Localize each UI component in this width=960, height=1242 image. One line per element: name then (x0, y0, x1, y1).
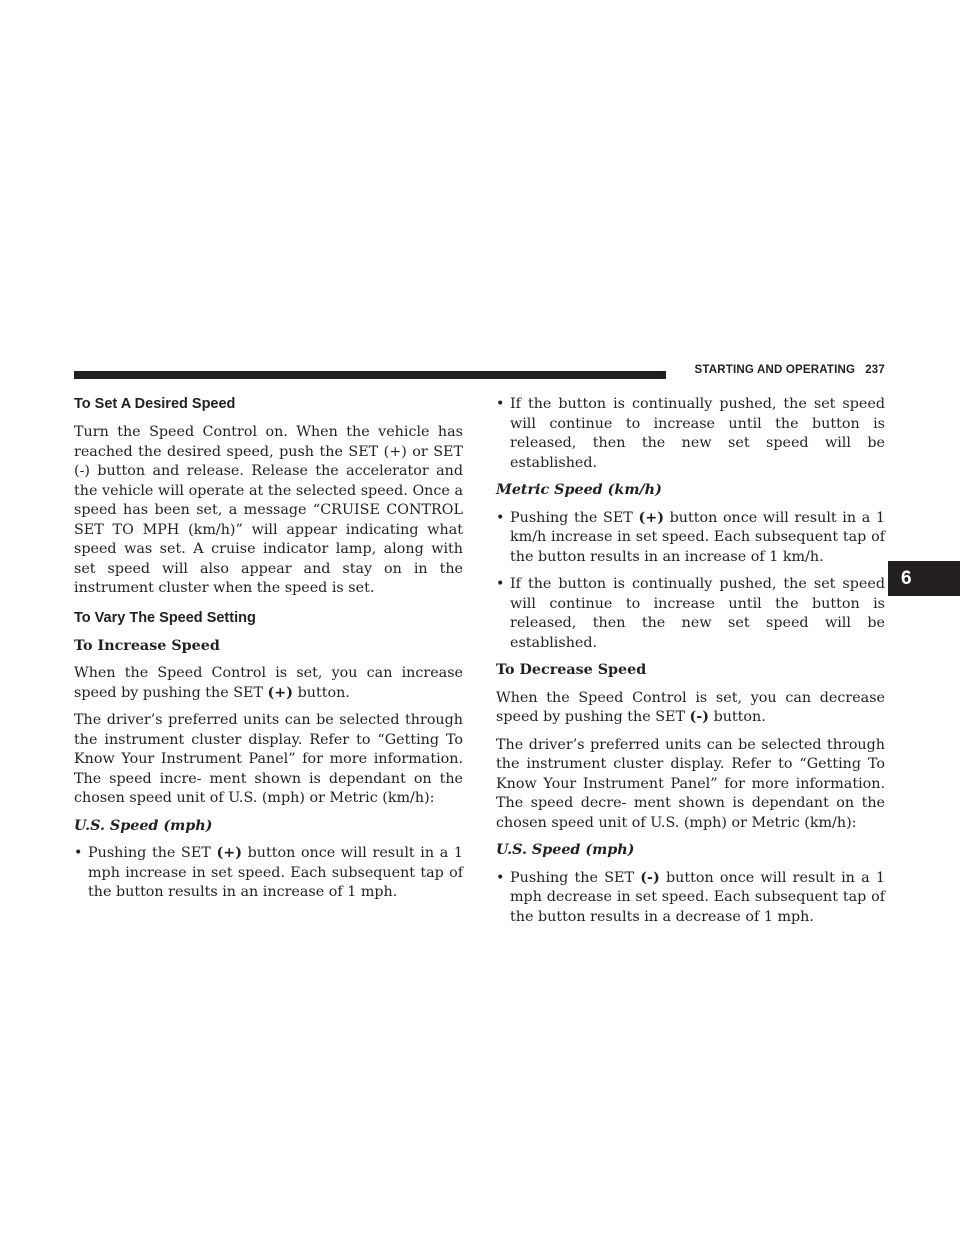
left-column (74, 395, 463, 911)
heading-increase-speed: To Increase Speed (74, 637, 220, 654)
right-column (496, 395, 885, 935)
paragraph-preferred-units: The driver’s preferred units can be selected through the instrument cluster display. Refer to “Getting To Know Your Instrument Panel” for more information. The speed incre- ment shown is dependant on the chosen speed unit of U.S. (mph) or Metric (km/h): (74, 712, 463, 806)
heading-decrease-speed: To Decrease Speed (496, 662, 647, 678)
heading-set-desired-speed: To Set A Desired Speed (74, 396, 236, 412)
bullet-list-us-decrease (496, 869, 885, 928)
list-item: • Pushing the SET (-) button once will result in a 1 mph decrease in set speed. Each subsequent tap of the button results in a decrease of 1 mph. (496, 869, 885, 928)
bullet-list-metric (496, 509, 885, 654)
list-item: • If the button is continually pushed, the set speed will continue to increase until the button is released, then the new set speed will be established. (496, 575, 885, 653)
list-item: • If the button is continually pushed, the set speed will continue to increase until the button is released, then the new set speed will be established. (496, 395, 885, 473)
paragraph-decrease-speed: When the Speed Control is set, you can decrease speed by pushing the SET (-) button. (496, 689, 885, 725)
running-header (694, 364, 885, 376)
section-title: STARTING AND OPERATING (694, 364, 856, 376)
paragraph-increase-speed: When the Speed Control is set, you can increase speed by pushing the SET (+) button. (74, 665, 463, 701)
heading-vary-speed: To Vary The Speed Setting (74, 609, 256, 626)
paragraph-preferred-units: The driver’s preferred units can be selected through the instrument cluster display. Refer to “Getting To Know Your Instrument Panel” for more information. The speed decre- ment shown is dependant on the chosen speed unit of U.S. (mph) or Metric (km/h): (496, 736, 885, 831)
chapter-tab[interactable]: 6 (888, 561, 960, 596)
header-rule (74, 371, 666, 379)
heading-us-speed: U.S. Speed (mph) (74, 817, 213, 834)
bullet-list-us-continued (496, 395, 885, 473)
list-item: • Pushing the SET (+) button once will result in a 1 km/h increase in set speed. Each subsequent tap of the button results in an increase of 1 km/h. (496, 509, 885, 568)
heading-metric-speed: Metric Speed (km/h) (496, 482, 662, 498)
heading-us-speed: U.S. Speed (mph) (496, 842, 635, 858)
page-number: 237 (865, 364, 885, 376)
paragraph-set-speed: Turn the Speed Control on. When the vehicle has reached the desired speed, push the SET (+) or SET (-) button and release. Release the accelerator and the vehicle will operate at the selected speed. Once a speed has been set, a message “CRUISE CONTROL SET TO MPH (km/h)” will appear indicating what speed was set. A cruise indicator lamp, along with set speed will also appear and stay on in the instrument cluster when the speed is set. (74, 424, 463, 596)
list-item: • Pushing the SET (+) button once will result in a 1 mph increase in set speed. Each subsequent tap of the button results in an increase of 1 mph. (74, 844, 463, 903)
bullet-list-us (74, 844, 463, 903)
